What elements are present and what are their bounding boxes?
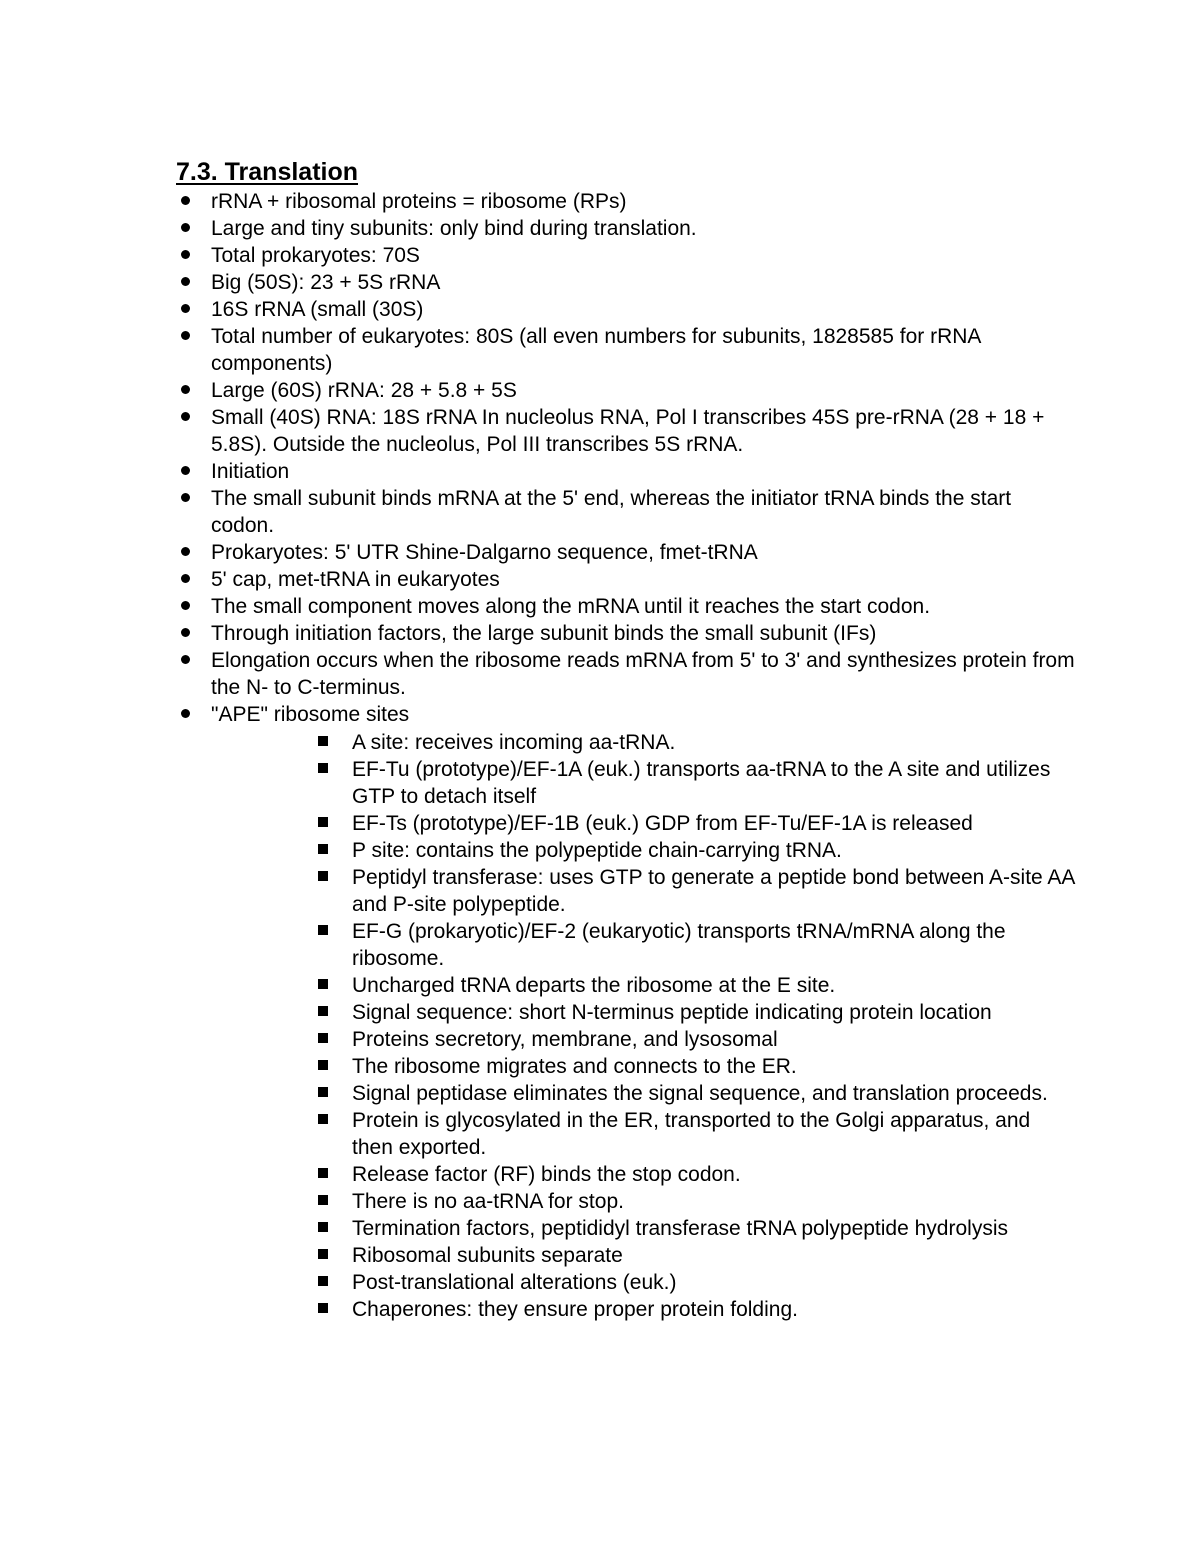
list-item [176, 323, 1076, 377]
bullet-square-icon [318, 918, 328, 945]
sub-list-item-text: Signal peptidase eliminates the signal sequence, and translation proceeds. [352, 1082, 1048, 1105]
sub-list-item [316, 918, 1076, 972]
list-item-text: Small (40S) RNA: 18S rRNA In nucleolus RNA, Pol I transcribes 45S pre-rRNA (28 + 18 + 5.8S). Outside the nucleolus, Pol III transcribes 5S rRNA. [211, 406, 1045, 456]
list-item-text: Prokaryotes: 5' UTR Shine-Dalgarno sequence, fmet-tRNA [211, 541, 758, 564]
list-item [176, 377, 1076, 404]
list-item-text: Initiation [211, 460, 290, 483]
bullet-disc-icon [181, 539, 190, 566]
list-item-text: Large and tiny subunits: only bind during translation. [211, 217, 697, 240]
bullet-square-icon [318, 1080, 328, 1107]
sub-list-item [316, 1026, 1076, 1053]
sub-bullet-list [316, 729, 1076, 1323]
bullet-square-icon [318, 810, 328, 837]
bullet-disc-icon [181, 296, 190, 323]
bullet-square-icon [318, 1215, 328, 1242]
bullet-disc-icon [181, 566, 190, 593]
sub-list-item-text: EF-Tu (prototype)/EF-1A (euk.) transports aa-tRNA to the A site and utilizes GTP to detach itself [352, 758, 1051, 808]
sub-list-item-text: Post-translational alterations (euk.) [352, 1271, 677, 1294]
list-item-text: Total prokaryotes: 70S [211, 244, 420, 267]
bullet-square-icon [318, 999, 328, 1026]
sub-list-item [316, 756, 1076, 810]
bullet-square-icon [318, 1296, 328, 1323]
sub-list-item-text: Protein is glycosylated in the ER, transported to the Golgi apparatus, and then exported. [352, 1109, 1031, 1159]
sub-list-item [316, 1107, 1076, 1161]
list-item [176, 620, 1076, 647]
main-bullet-list [176, 188, 1076, 728]
list-item-text: 16S rRNA (small (30S) [211, 298, 424, 321]
sub-list-item [316, 1215, 1076, 1242]
sub-list-item-text: EF-G (prokaryotic)/EF-2 (eukaryotic) transports tRNA/mRNA along the ribosome. [352, 920, 1006, 970]
bullet-disc-icon [181, 620, 190, 647]
bullet-disc-icon [181, 485, 190, 512]
bullet-square-icon [318, 837, 328, 864]
bullet-square-icon [318, 1026, 328, 1053]
list-item-text: The small component moves along the mRNA until it reaches the start codon. [211, 595, 931, 618]
bullet-disc-icon [181, 701, 190, 728]
list-item-text: 5' cap, met-tRNA in eukaryotes [211, 568, 500, 591]
list-item [176, 485, 1076, 539]
bullet-square-icon [318, 1269, 328, 1296]
list-item-text: Elongation occurs when the ribosome reads mRNA from 5' to 3' and synthesizes protein from the N- to C-terminus. [211, 649, 1075, 699]
list-item-text: rRNA + ribosomal proteins = ribosome (RPs) [211, 190, 627, 213]
list-item [176, 701, 1076, 728]
bullet-disc-icon [181, 404, 190, 431]
sub-list-item-text: Uncharged tRNA departs the ribosome at the E site. [352, 974, 836, 997]
sub-list-item [316, 1080, 1076, 1107]
list-item [176, 242, 1076, 269]
sub-list-item [316, 1161, 1076, 1188]
sub-list-item-text: Termination factors, peptididyl transferase tRNA polypeptide hydrolysis [352, 1217, 1008, 1240]
list-item [176, 593, 1076, 620]
list-item [176, 458, 1076, 485]
list-item [176, 215, 1076, 242]
sub-list-item-text: A site: receives incoming aa-tRNA. [352, 731, 676, 754]
list-item-text: "APE" ribosome sites [211, 703, 410, 726]
sub-list-item [316, 1242, 1076, 1269]
bullet-square-icon [318, 729, 328, 756]
bullet-disc-icon [181, 242, 190, 269]
list-item-text: The small subunit binds mRNA at the 5' end, whereas the initiator tRNA binds the start codon. [211, 487, 1012, 537]
sub-list-item [316, 1188, 1076, 1215]
bullet-disc-icon [181, 647, 190, 674]
sub-list-item [316, 999, 1076, 1026]
list-item-text: Large (60S) rRNA: 28 + 5.8 + 5S [211, 379, 517, 402]
sub-list-item [316, 972, 1076, 999]
sub-list-item [316, 810, 1076, 837]
bullet-square-icon [318, 1242, 328, 1269]
bullet-disc-icon [181, 377, 190, 404]
bullet-square-icon [318, 972, 328, 999]
bullet-disc-icon [181, 458, 190, 485]
list-item-text: Total number of eukaryotes: 80S (all even numbers for subunits, 1828585 for rRNA components) [211, 325, 981, 375]
list-item [176, 404, 1076, 458]
bullet-disc-icon [181, 593, 190, 620]
list-item [176, 566, 1076, 593]
sub-list-item-text: Ribosomal subunits separate [352, 1244, 623, 1267]
sub-list-item-text: Release factor (RF) binds the stop codon. [352, 1163, 741, 1186]
sub-list-item-text: There is no aa-tRNA for stop. [352, 1190, 624, 1213]
bullet-square-icon [318, 864, 328, 891]
bullet-disc-icon [181, 323, 190, 350]
sub-list-item-text: Peptidyl transferase: uses GTP to generate a peptide bond between A-site AA and P-site polypeptide. [352, 866, 1075, 916]
sub-list-item [316, 1053, 1076, 1080]
list-item-text: Through initiation factors, the large subunit binds the small subunit (IFs) [211, 622, 877, 645]
list-item-text: Big (50S): 23 + 5S rRNA [211, 271, 441, 294]
bullet-disc-icon [181, 269, 190, 296]
bullet-square-icon [318, 1161, 328, 1188]
list-item [176, 539, 1076, 566]
bullet-square-icon [318, 1188, 328, 1215]
bullet-square-icon [318, 756, 328, 783]
list-item [176, 269, 1076, 296]
sub-list-item-text: Chaperones: they ensure proper protein folding. [352, 1298, 798, 1321]
list-item [176, 188, 1076, 215]
bullet-disc-icon [181, 215, 190, 242]
list-item [176, 647, 1076, 701]
sub-list-item [316, 1269, 1076, 1296]
sub-list-item-text: Signal sequence: short N-terminus peptide indicating protein location [352, 1001, 992, 1024]
sub-list-item-text: The ribosome migrates and connects to the ER. [352, 1055, 797, 1078]
bullet-disc-icon [181, 188, 190, 215]
sub-list-item-text: P site: contains the polypeptide chain-carrying tRNA. [352, 839, 842, 862]
sub-list-item [316, 837, 1076, 864]
sub-list-item-text: Proteins secretory, membrane, and lysosomal [352, 1028, 778, 1051]
list-item [176, 296, 1076, 323]
sub-list-item [316, 1296, 1076, 1323]
sub-list-item [316, 729, 1076, 756]
sub-list-item [316, 864, 1076, 918]
sub-list-item-text: EF-Ts (prototype)/EF-1B (euk.) GDP from EF-Tu/EF-1A is released [352, 812, 973, 835]
bullet-square-icon [318, 1107, 328, 1134]
bullet-square-icon [318, 1053, 328, 1080]
section-heading: 7.3. Translation [176, 158, 359, 186]
